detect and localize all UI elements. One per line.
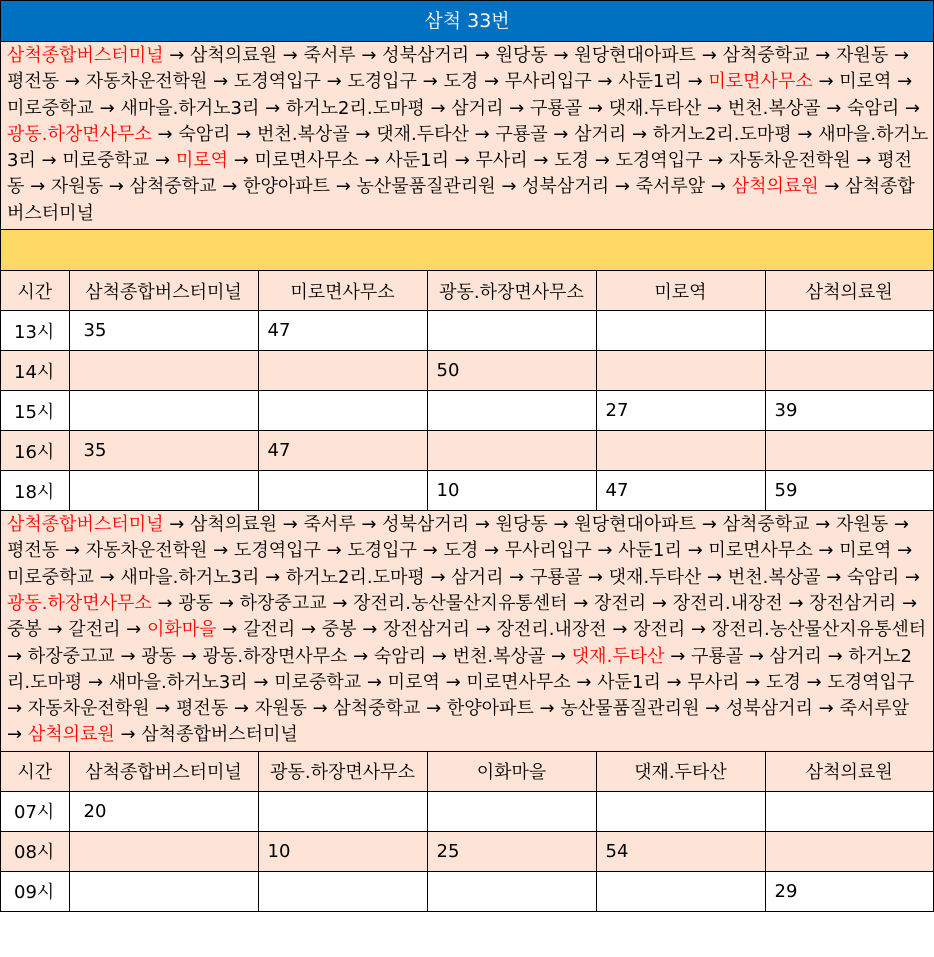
minute-cell (69, 831, 258, 871)
highlighted-stop: 미로면사무소 (708, 71, 813, 93)
minute-cell (258, 791, 427, 831)
column-header: 시간 (1, 752, 69, 792)
route-segment: → 삼척의료원 → 죽서루 → 성북삼거리 → 원당동 → 원당현대아파트 → 삼척중학교 → 자원동 → 평전동 → 자동차운전학원 → 도경역입구 → 도경입구 → 도경 → 무사리입구 → 사둔1리 → 미로면사무소 → 미로역 → 미로중학교 → 새마을.하거노3리 → 하거노2리.도마평 → 삼거리 → 구룡골 → 댓재.두타산 → 번천.복상골 → 숙암리 → (7, 514, 921, 588)
minute-cell (765, 831, 933, 871)
time-cell: 15시 (1, 391, 69, 431)
timetable-2 (1, 752, 933, 912)
route-segment: → 미로역 → 미로중학교 → 새마을.하거노3리 → 하거노2리.도마평 → 삼거리 → 구룡골 → 댓재.두타산 → 번천.복상골 → 숙암리 → (7, 71, 921, 119)
minute-cell (596, 431, 765, 471)
table-row (1, 831, 933, 871)
minute-cell (427, 431, 596, 471)
minute-cell (596, 791, 765, 831)
minute-cell (258, 871, 427, 911)
minute-cell: 50 (427, 351, 596, 391)
minute-cell (258, 471, 427, 511)
highlighted-stop: 삼척의료원 (731, 176, 819, 198)
highlighted-stop: 삼척종합버스터미널 (7, 514, 164, 536)
column-header: 시간 (1, 271, 69, 311)
highlighted-stop: 광동.하장면사무소 (7, 592, 152, 614)
minute-cell (258, 391, 427, 431)
time-cell: 16시 (1, 431, 69, 471)
time-cell: 14시 (1, 351, 69, 391)
column-header: 미로역 (596, 271, 765, 311)
minute-cell: 39 (765, 391, 933, 431)
minute-cell: 29 (765, 871, 933, 911)
minute-cell: 47 (258, 431, 427, 471)
time-cell: 13시 (1, 311, 69, 351)
table-row (1, 311, 933, 351)
minute-cell (596, 871, 765, 911)
time-cell: 09시 (1, 871, 69, 911)
timetable-1 (1, 271, 933, 511)
minute-cell (765, 311, 933, 351)
column-header: 삼척종합버스터미널 (69, 271, 258, 311)
minute-cell: 35 (69, 431, 258, 471)
minute-cell: 10 (258, 831, 427, 871)
section-divider (1, 230, 933, 271)
route-segment: → 갈전리 → 중봉 → 장전삼거리 → 장전리.내장전 → 장전리 → 장전리.농산물산지유통센터 → 하장중고교 → 광동 → 광동.하장면사무소 → 숙암리 → 번천.복상골 → (7, 619, 927, 667)
time-cell: 18시 (1, 471, 69, 511)
table-row (1, 871, 933, 911)
minute-cell (427, 871, 596, 911)
column-header: 삼척의료원 (765, 752, 933, 792)
minute-cell (427, 311, 596, 351)
highlighted-stop: 댓재.두타산 (571, 645, 665, 667)
minute-cell: 10 (427, 471, 596, 511)
minute-cell: 47 (596, 471, 765, 511)
route-description-1 (1, 42, 933, 230)
header-row (1, 752, 933, 792)
route-segment: → 삼척종합버스터미널 (7, 176, 915, 224)
minute-cell (69, 391, 258, 431)
minute-cell (765, 431, 933, 471)
minute-cell: 25 (427, 831, 596, 871)
minute-cell: 59 (765, 471, 933, 511)
minute-cell: 54 (596, 831, 765, 871)
time-cell: 07시 (1, 791, 69, 831)
minute-cell (69, 471, 258, 511)
route-segment: → 삼척종합버스터미널 (114, 724, 298, 746)
table-row (1, 351, 933, 391)
table-row (1, 791, 933, 831)
minute-cell: 47 (258, 311, 427, 351)
route-description-2 (1, 511, 933, 752)
minute-cell: 27 (596, 391, 765, 431)
column-header: 이화마을 (427, 752, 596, 792)
table-row (1, 391, 933, 431)
column-header: 미로면사무소 (258, 271, 427, 311)
column-header: 댓재.두타산 (596, 752, 765, 792)
column-header: 삼척의료원 (765, 271, 933, 311)
table-row (1, 471, 933, 511)
minute-cell (596, 311, 765, 351)
route-segment: → 구룡골 → 삼거리 → 하거노2리.도마평 → 새마을.하거노3리 → 미로중학교 → 미로역 → 미로면사무소 → 사둔1리 → 무사리 → 도경 → 도경역입구 → 자동차운전학원 → 평전동 → 자원동 → 삼척중학교 → 한양아파트 → 농산물품질관리원 → 성북삼거리 → 죽서루앞 → (7, 645, 915, 746)
highlighted-stop: 삼척의료원 (27, 724, 115, 746)
route-segment: → 삼척의료원 → 죽서루 → 성북삼거리 → 원당동 → 원당현대아파트 → 삼척중학교 → 자원동 → 평전동 → 자동차운전학원 → 도경역입구 → 도경입구 → 도경 → 무사리입구 → 사둔1리 → (7, 45, 910, 93)
minute-cell: 35 (69, 311, 258, 351)
page-title: 삼척 33번 (1, 1, 933, 42)
time-cell: 08시 (1, 831, 69, 871)
highlighted-stop: 광동.하장면사무소 (7, 123, 152, 145)
highlighted-stop: 미로역 (175, 150, 229, 172)
minute-cell (427, 791, 596, 831)
highlighted-stop: 삼척종합버스터미널 (7, 45, 164, 66)
column-header: 광동.하장면사무소 (258, 752, 427, 792)
column-header: 삼척종합버스터미널 (69, 752, 258, 792)
route-segment: → 미로면사무소 → 사둔1리 → 무사리 → 도경 → 도경역입구 → 자동차운전학원 → 평전동 → 자원동 → 삼척중학교 → 한양아파트 → 농산물품질관리원 → 성북삼거리 → 죽서루앞 → (7, 150, 913, 198)
column-header: 광동.하장면사무소 (427, 271, 596, 311)
minute-cell (765, 351, 933, 391)
minute-cell (765, 791, 933, 831)
table-row (1, 431, 933, 471)
highlighted-stop: 이화마을 (147, 619, 217, 641)
minute-cell (69, 871, 258, 911)
minute-cell: 20 (69, 791, 258, 831)
header-row (1, 271, 933, 311)
minute-cell (69, 351, 258, 391)
route-segment: → 광동 → 하장중고교 → 장전리.농산물산지유통센터 → 장전리 → 장전리.내장전 → 장전삼거리 → 중봉 → 갈전리 → (7, 592, 918, 641)
route-segment: → 숙암리 → 번천.복상골 → 댓재.두타산 → 구룡골 → 삼거리 → 하거노2리.도마평 → 새마을.하거노3리 → 미로중학교 → (7, 123, 929, 172)
minute-cell (258, 351, 427, 391)
minute-cell (596, 351, 765, 391)
minute-cell (427, 391, 596, 431)
